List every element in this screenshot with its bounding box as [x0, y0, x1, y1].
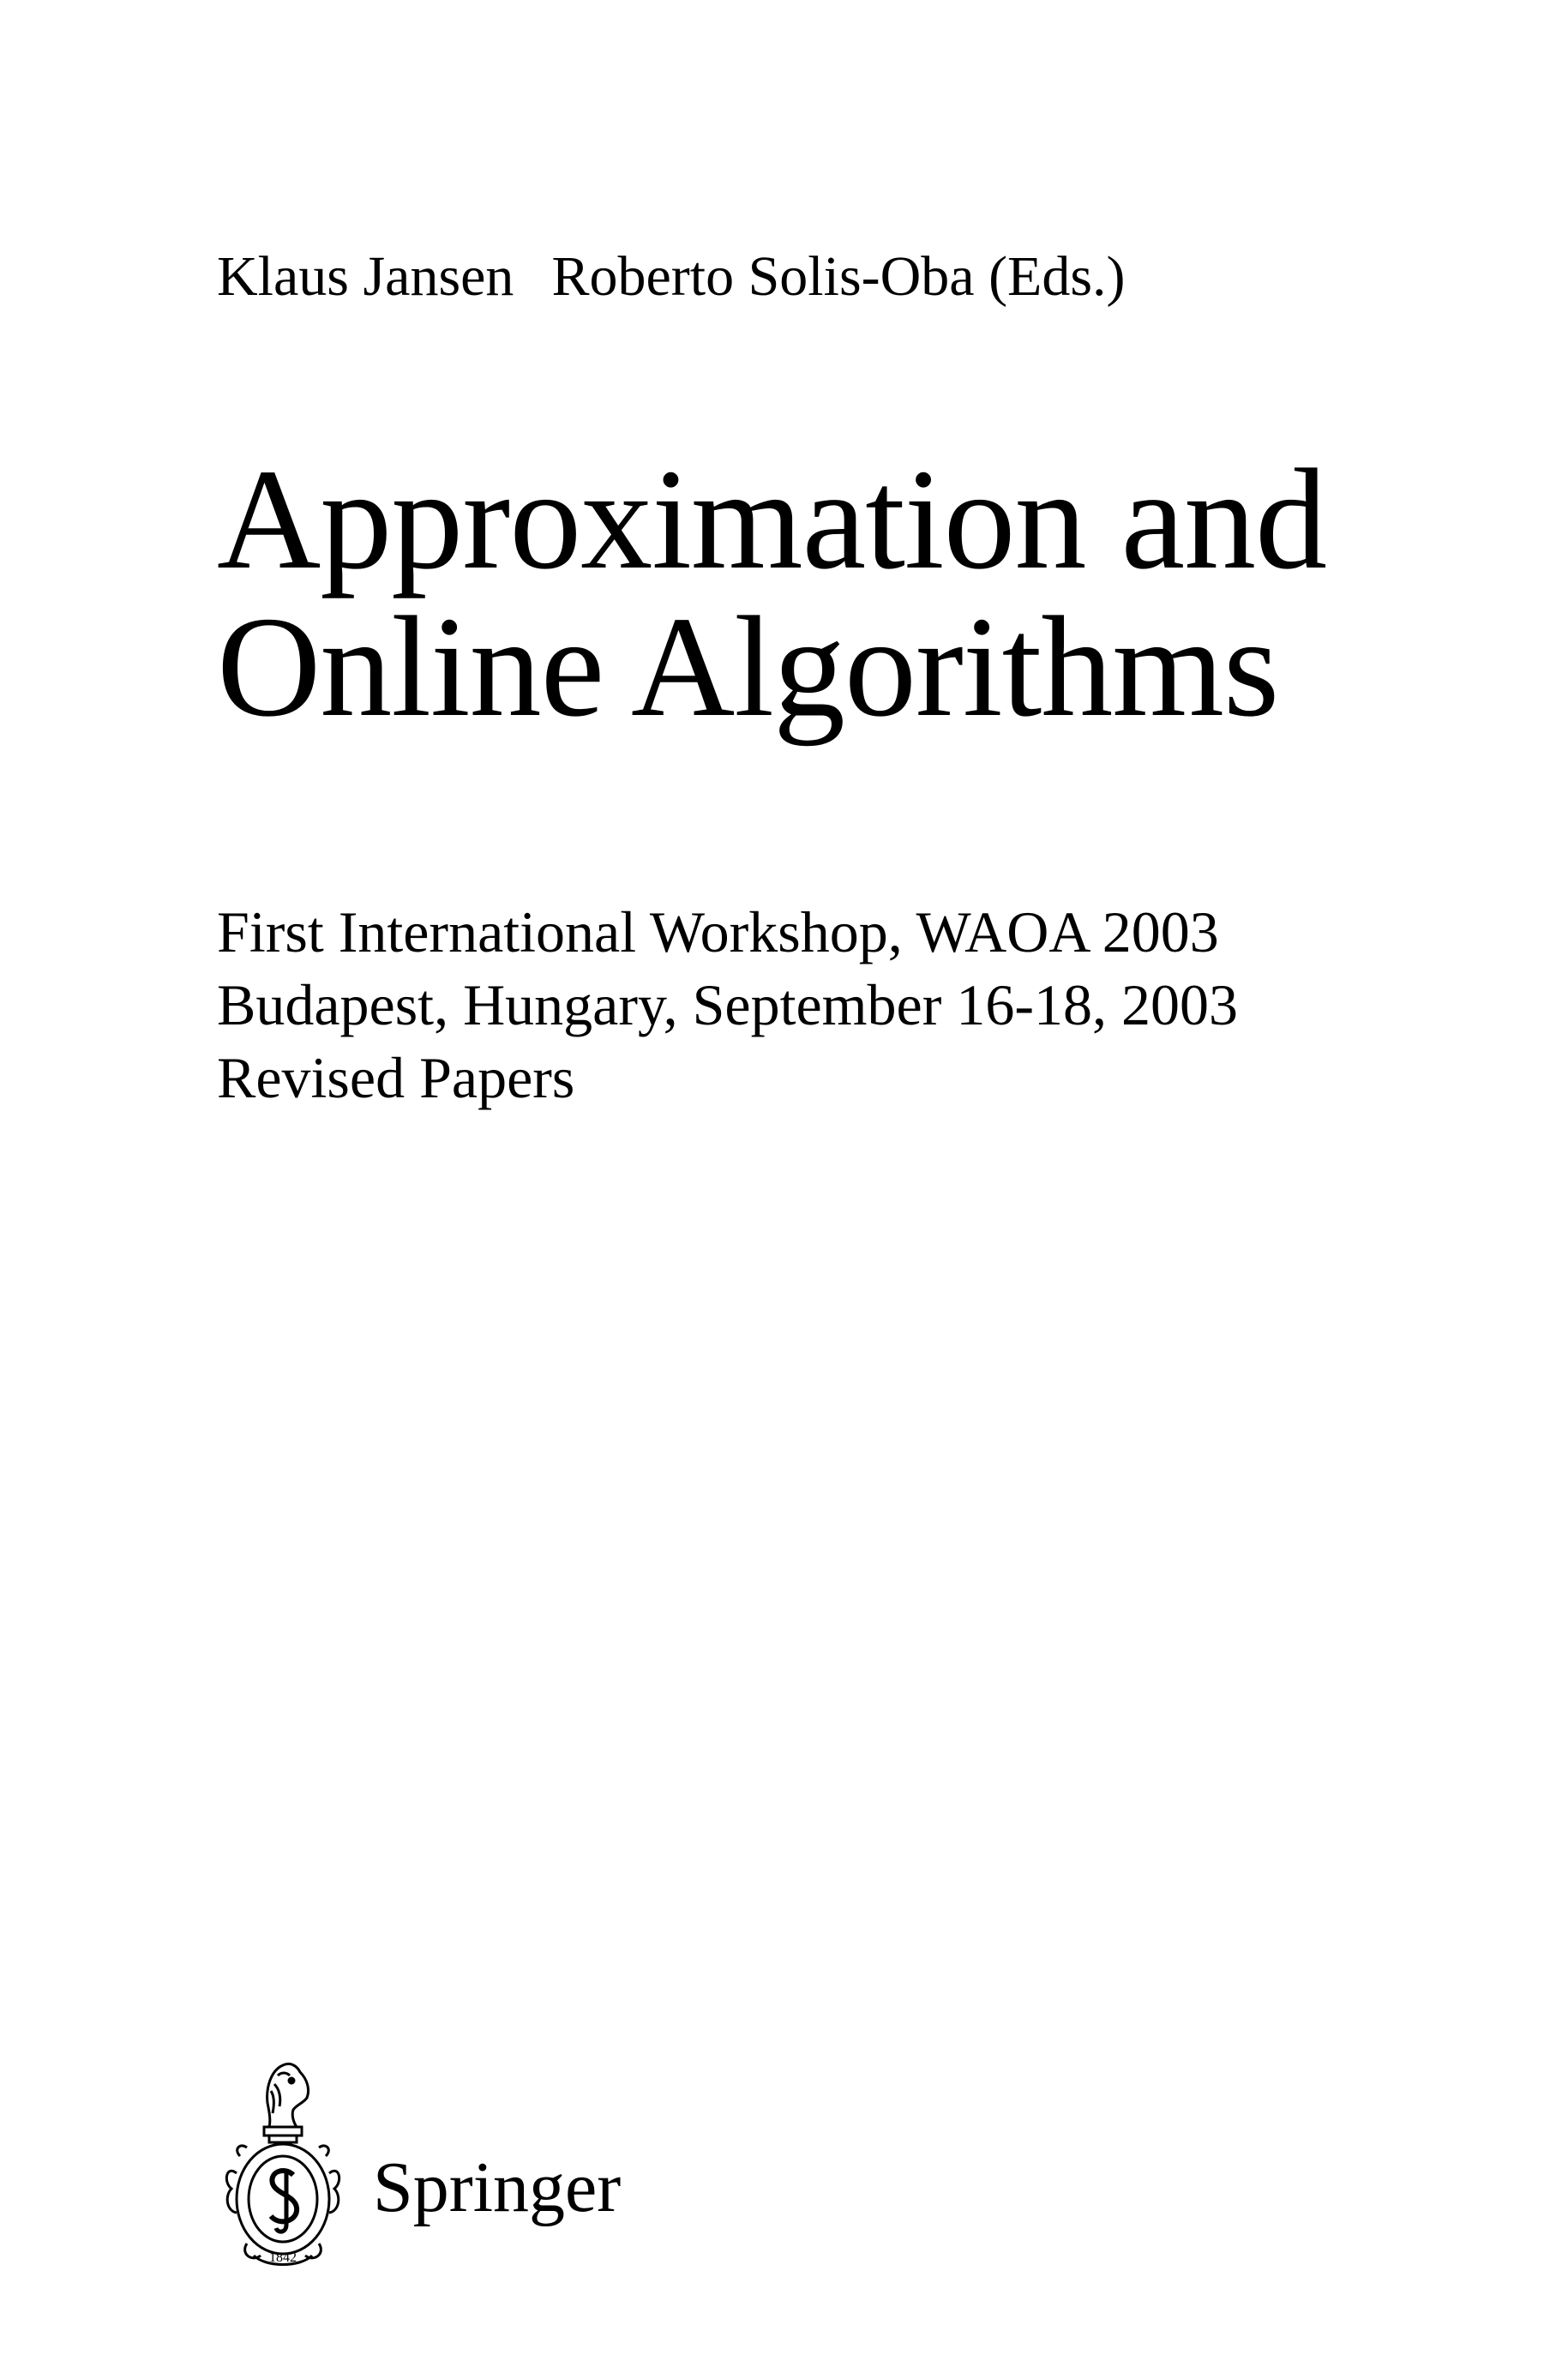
- book-title-line: Approximation and: [217, 440, 1327, 599]
- subtitle-line: First International Workshop, WAOA 2003: [217, 899, 1219, 964]
- editors-line: [217, 245, 1126, 308]
- subtitle-line: Budapest, Hungary, September 16-18, 2003: [217, 972, 1239, 1037]
- book-subtitle: [217, 896, 1238, 1114]
- publisher-name: Springer: [373, 2148, 622, 2227]
- editor-name: Klaus Jansen: [217, 245, 514, 308]
- editor-name: Roberto Solis-Oba (Eds.): [551, 245, 1126, 308]
- springer-knight-logo-icon: [214, 2053, 351, 2276]
- logo-year: 1842: [269, 2250, 297, 2265]
- book-title: [217, 440, 1327, 747]
- publisher-block: [214, 2053, 660, 2276]
- subtitle-line: Revised Papers: [217, 1045, 575, 1110]
- book-title-line: Online Algorithms: [217, 587, 1279, 747]
